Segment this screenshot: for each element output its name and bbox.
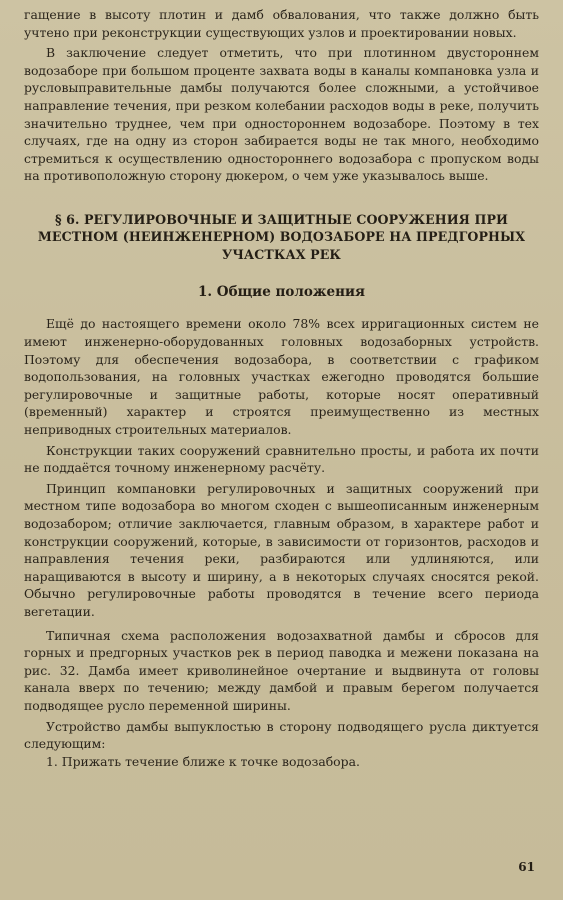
paragraph-continuation: гащение в высоту плотин и дамб обвалования, что также должно быть учтено при реконструкции существующих узлов и проектировании новых. <box>24 7 539 40</box>
paragraph-body-1: Ещё до настоящего времени около 78% всех ирригационных систем не имеют инженерно-оборудованных головных водозаборных устройств. Поэтому для обеспечения водозабора, в соответствии с графиком водопользования, на головных участках ежегодно проводятся большие регулировочные и защитные работы, которые носят оперативный (временный) характер и строятся преимущественно из местных неприводных строительных материалов. <box>24 316 539 437</box>
paragraph-conclusion: В заключение следует отметить, что при плотинном двустороннем водозаборе при большом проценте захвата воды в каналы компановка узла и русловыправительные дамбы получаются более сложными, а устойчивое направление течения, при резком колебании расходов воды в реке, получить значительно труднее, чем при одностороннем водозаборе. Поэтому в тех случаях, где на одну из сторон забирается воды не так много, необходимо стремиться к осуществлению одностороннего водозабора с пропуском воды на противоположную сторону дюкером, о чем уже указывалось выше. <box>24 45 539 184</box>
list-item-1: 1. Прижать течение ближе к точке водозабора. <box>46 753 360 769</box>
page-number: 61 <box>518 860 535 874</box>
paragraph-body-4: Типичная схема расположения водозахватной дамбы и сбросов для горных и предгорных участков рек в период паводка и межени показана на рис. 32. Дамба имеет криволинейное очертание и выдвинута от головы канала вверх по течению; между дамбой и правым берегом получается подводящее русло переменной ширины. <box>24 627 539 713</box>
paragraph-body-3: Принцип компановки регулировочных и защитных сооружений при местном типе водозабора во многом сходен с вышеописанным инженерным водозабором; отличие заключается, главным образом, в характере работ и конструкции сооружений, которые, в зависимости от горизонтов, расходов и направления течения реки, разбираются или удлиняются, или наращиваются в высоту и ширину, а в некоторых случаях сносятся рекой. Обычно регулировочные работы проводятся в течение всего периода вегетации. <box>24 480 539 619</box>
section-heading: § 6. РЕГУЛИРОВОЧНЫЕ И ЗАЩИТНЫЕ СООРУЖЕНИЯ ПРИ МЕСТНОМ (НЕИНЖЕНЕРНОМ) ВОДОЗАБОРЕ НА ПРЕДГОРНЫХ УЧАСТКАХ РЕК <box>37 211 526 262</box>
paragraph-body-2: Конструкции таких сооружений сравнительно просты, и работа их почти не поддаётся точному инженерному расчёту. <box>24 442 539 476</box>
sub-heading: 1. Общие положения <box>198 284 365 301</box>
paragraph-body-5: Устройство дамбы выпуклостью в сторону подводящего русла диктуется следующим: <box>24 718 539 752</box>
